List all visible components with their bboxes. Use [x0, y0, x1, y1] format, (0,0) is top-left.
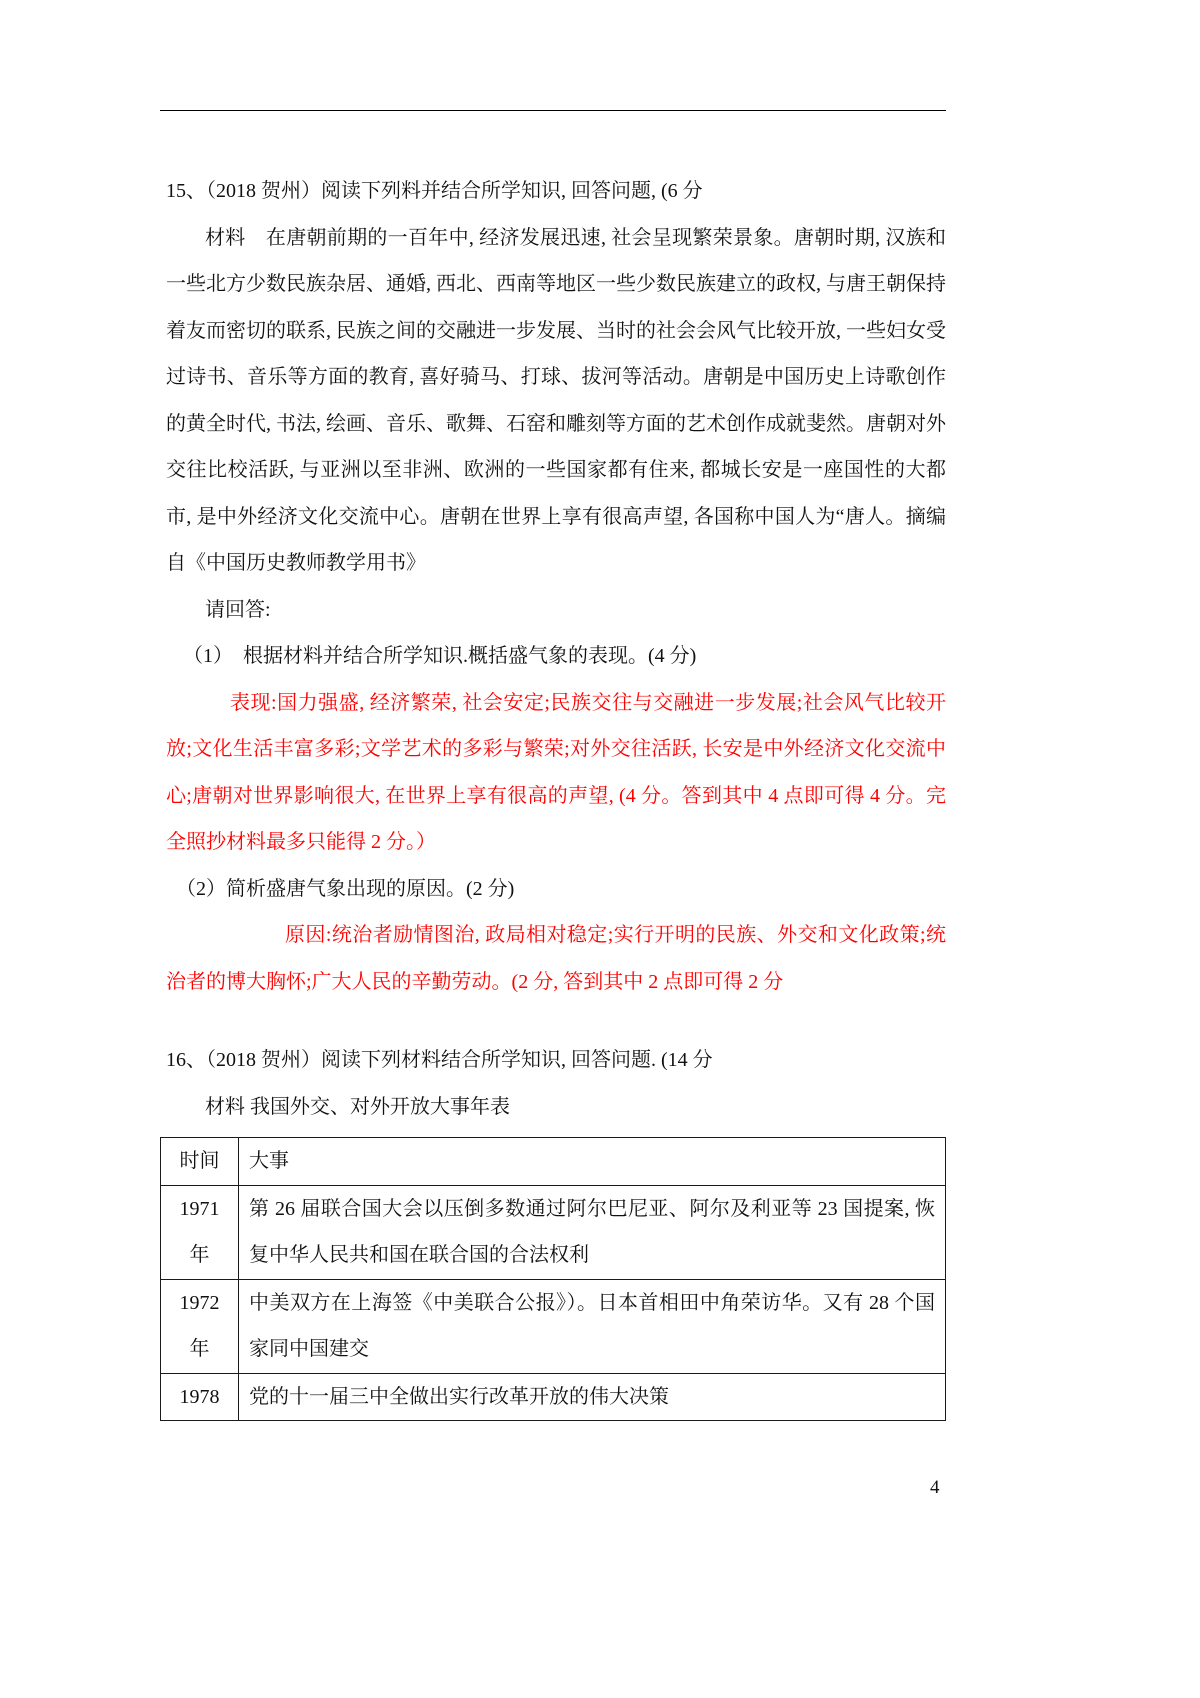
table-cell-time-1978: 1978 [161, 1373, 239, 1421]
table-row [161, 1373, 946, 1421]
question-15-answer-2: 原因:统治者励情图治, 政局相对稳定;实行开明的民族、外交和文化政策;统治者的博大胸怀;广大人民的辛勤劳动。(2 分, 答到其中 2 点即可得 2 分 [166, 924, 946, 993]
question-16-material-caption: 材料 我国外交、对外开放大事年表 [205, 1095, 510, 1118]
events-timeline-table [160, 1137, 946, 1421]
question-15-sub-question-2: （2）简析盛唐气象出现的原因。(2 分) [176, 877, 515, 900]
table-cell-time-1972: 1972 年 [161, 1279, 239, 1373]
question-15-sub-question-1: （1） 根据材料并结合所学知识.概括盛气象的表现。(4 分) [183, 645, 697, 667]
table-row [161, 1279, 946, 1373]
question-15-title: 15、（2018 贺州）阅读下列料并结合所学知识, 回答问题, (6 分 [166, 180, 703, 202]
table-header-row [161, 1138, 946, 1186]
table-cell-time-1971: 1971 年 [161, 1185, 239, 1279]
table-cell-event-1978: 党的十一届三中全做出实行改革开放的伟大决策 [239, 1373, 946, 1421]
please-answer-label: 请回答: [205, 598, 271, 621]
table-cell-event-1971: 第 26 届联合国大会以压倒多数通过阿尔巴尼亚、阿尔及利亚等 23 国提案, 恢复中华人民共和国在联合国的合法权利 [239, 1185, 946, 1279]
table-row [161, 1185, 946, 1279]
questions-gap [166, 1005, 946, 1037]
table-cell-event-1972: 中美双方在上海签《中美联合公报》）。日本首相田中角荣访华。又有 28 个国家同中国建交 [239, 1279, 946, 1373]
question-15-material: 材料 在唐朝前期的一百年中, 经济发展迅速, 社会呈现繁荣景象。唐朝时期, 汉族和一些北方少数民族杂居、通婚, 西北、西南等地区一些少数民族建立的政权, 与唐王朝保持着友而密切的联系, 民族之间的交融进一步发展、当时的社会会风气比较开放, 一些妇女受过诗书、音乐等方面的教育, 喜好骑马、打球、拔河等活动。唐朝是中国历史上诗歌创作的黄全时代, 书法, 绘画、音乐、歌舞、石窑和雕刻等方面的艺术创作成就斐然。唐朝对外交往比校活跃, 与亚洲以至非洲、欧洲的一些国家都有住来, 都城长安是一座国性的大都市, 是中外经济文化交流中心。唐朝在世界上享有很高声望, 各国称中国人为“唐人。摘编自《中国历史教师教学用书》 [166, 226, 946, 574]
table-header-time: 时间 [161, 1138, 239, 1186]
page-number: 4 [930, 1477, 940, 1498]
page-content [166, 168, 946, 1421]
question-15-answer-1: 表现:国力强盛, 经济繁荣, 社会安定;民族交往与交融进一步发展;社会风气比较开放;文化生活丰富多彩;文学艺术的多彩与繁荣;对外交往活跃, 长安是中外经济文化交流中心;唐朝对世界影响很大, 在世界上享有很高的声望, (4 分。答到其中 4 点即可得 4 分。完全照抄材料最多只能得 2 分。） [166, 691, 946, 853]
table-header-event: 大事 [239, 1138, 946, 1186]
question-16-title: 16、（2018 贺州）阅读下列材料结合所学知识, 回答问题. (14 分 [166, 1049, 713, 1071]
header-divider-rule [160, 110, 946, 111]
